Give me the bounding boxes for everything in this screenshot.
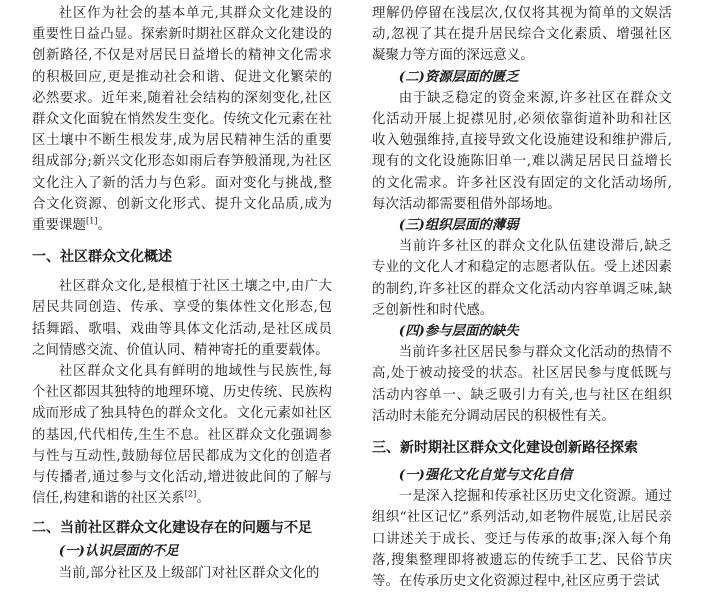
- subheading-organization: (三)组织层面的薄弱: [398, 217, 519, 234]
- section-heading-1: 一、社区群众文化概述: [32, 249, 172, 266]
- cognition-paragraph-start: 当前,部分社区及上级部门对社区群众文化的: [58, 565, 320, 581]
- section-heading-2: 二、当前社区群众文化建设存在的问题与不足: [32, 520, 312, 537]
- organization-paragraph: 当前许多社区的群众文化队伍建设滞后,缺乏专业的文化人才和稳定的志愿者队伍。受上述因素的制约,许多社区的群众文化活动内容单调乏味,缺乏创新性和时代感。: [372, 239, 672, 318]
- intro-end: 。: [97, 218, 112, 234]
- subheading-cognition: (一)认识层面的不足: [58, 543, 179, 560]
- section-heading-3: 三、新时期社区群众文化建设创新路径探索: [372, 440, 638, 457]
- overview-text-2: 社区群众文化具有鲜明的地域性与民族性,每个社区都因其独特的地理环境、历史传统、民族构成而形成了独具特色的群众文化。文化元素如社区的基因,代代相传,生生不息。社区群众文化强调参与性与互动性,鼓励每位居民都成为文化的创造者与传播者,通过参与文化活动,增进彼此间的了解与信任,构建和谐的社区关系: [32, 364, 332, 507]
- left-column: [32, 0, 332, 584]
- subheading-participation: (四)参与层面的缺失: [398, 323, 519, 340]
- cognition-paragraph-cont: 理解仍停留在浅层次,仅仅将其视为简单的文娱活动,忽视了其在提升居民综合文化素质、增强社区凝聚力等方面的深远意义。: [372, 6, 672, 64]
- resources-paragraph: 由于缺乏稳定的资金来源,许多社区在群众文化活动开展上捉襟见肘,必须依靠街道补助和社区收入勉强维持,直接导致文化设施建设和维护滞后,现有的文化设施陈旧单一,难以满足居民日益增长的文化需求。许多社区没有固定的文化活动场所,每次活动都需要租借外部场地。: [372, 90, 672, 212]
- citation-ref-1: [1]: [85, 216, 98, 226]
- citation-ref-2: [2]: [184, 489, 197, 499]
- overview-end-2: 。: [196, 491, 210, 507]
- overview-paragraph-2: [32, 361, 332, 509]
- intro-text: 社区作为社会的基本单元,其群众文化建设的重要性日益凸显。探索新时期社区群众文化建设的创新路径,不仅是对居民日益增长的精神文化需求的积极回应,更是推动社会和谐、促进文化繁荣的必然要求。近年来,随着社会结构的深刻变化,社区群众文化面貌在悄然发生变化。传统文化元素在社区土壤中不断生根发芽,成为居民精神生活的重要组成部分;新兴文化形态如雨后春笋般涌现,为社区文化注入了新的活力与色彩。面对变化与挑战,整合文化资源、创新文化形式、提升文化品质,成为重要课题: [32, 6, 332, 234]
- heritage-paragraph: 一是深入挖掘和传承社区历史文化资源。通过组织“社区记忆”系列活动,如老物件展览,让居民亲口讲述关于成长、变迁与传承的故事;深入每个角落,搜集整理即将被遗忘的传统手工艺、民俗节庆等。在传承历史文化资源过程中,社区应勇于尝试: [372, 489, 672, 590]
- right-column: [372, 0, 672, 592]
- subheading-cultural-confidence: (一)强化文化自觉与文化自信: [398, 467, 573, 484]
- intro-paragraph: [32, 0, 332, 236]
- overview-paragraph-1: 社区群众文化,是根植于社区土壤之中,由广大居民共同创造、传承、享受的集体性文化形态,包括舞蹈、歌唱、戏曲等具体文化活动,是社区成员之间情感交流、价值认同、精神寄托的重要载体。: [32, 279, 332, 358]
- participation-paragraph: 当前许多社区居民参与群众文化活动的热情不高,处于被动接受的状态。社区居民参与度低既与活动内容单一、缺乏吸引力有关,也与社区在组织活动时未能充分调动居民的积极性有关。: [372, 345, 672, 424]
- subheading-resources: (二)资源层面的匮乏: [398, 68, 519, 85]
